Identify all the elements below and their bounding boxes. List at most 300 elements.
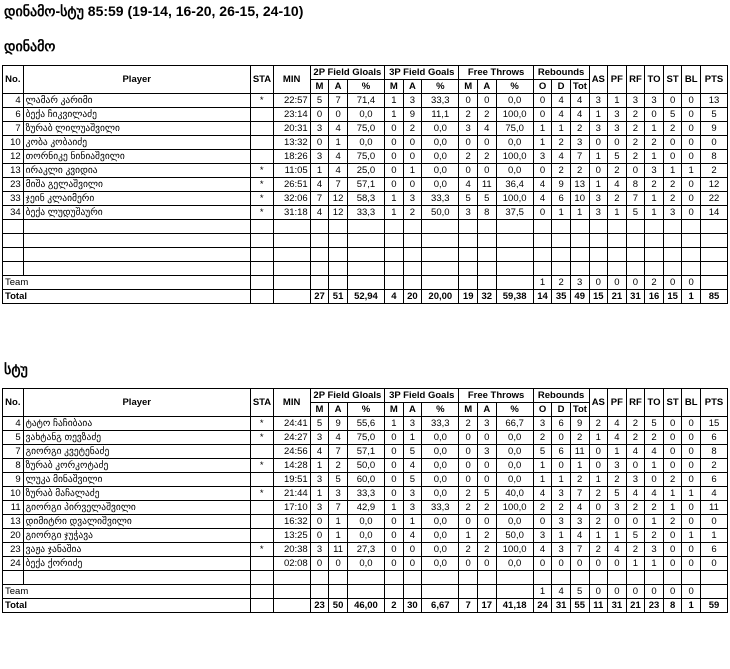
stat-cell: 5 [663, 108, 682, 122]
column-header-no: No. [3, 389, 24, 417]
stat-cell: 0,0 [422, 164, 459, 178]
player-row [3, 459, 728, 473]
stat-cell: 0 [552, 459, 571, 473]
stat-cell: 100,0 [496, 192, 533, 206]
stat-cell: 26:51 [273, 178, 310, 192]
stat-cell: 3 [663, 206, 682, 220]
stat-cell: 1 [385, 108, 404, 122]
total-cell: 24 [533, 599, 552, 613]
player-number: 13 [3, 164, 24, 178]
stat-cell [700, 585, 727, 599]
total-cell: 59 [700, 599, 727, 613]
stat-cell: 25,0 [347, 164, 384, 178]
stat-cell: 1 [459, 529, 478, 543]
team-row [3, 585, 728, 599]
stat-cell: 75,0 [347, 150, 384, 164]
stat-cell: 0 [663, 94, 682, 108]
total-cell: 23 [645, 599, 664, 613]
stat-cell: 57,1 [347, 178, 384, 192]
stat-cell: 4 [645, 445, 664, 459]
column-subheader-a: A [477, 80, 496, 94]
stat-cell: 2 [589, 543, 608, 557]
stat-cell: 0 [589, 501, 608, 515]
stat-cell: 1 [589, 108, 608, 122]
table-header-row [3, 389, 728, 403]
stat-cell: 2 [477, 108, 496, 122]
player-number: 20 [3, 529, 24, 543]
stat-cell: 0 [626, 585, 645, 599]
stat-cell: 2 [570, 122, 589, 136]
stat-cell: 0 [477, 164, 496, 178]
stat-cell: 2 [608, 192, 627, 206]
stat-cell: 0 [310, 108, 329, 122]
stat-cell: 4 [645, 487, 664, 501]
stat-cell: 2 [700, 164, 727, 178]
total-cell: 46,00 [347, 599, 384, 613]
stat-cell: 0 [533, 108, 552, 122]
player-name: ზურაბ კორკოტაძე [23, 459, 250, 473]
total-cell: 35 [552, 290, 571, 304]
stat-cell: 3 [626, 473, 645, 487]
stat-cell: 2 [626, 136, 645, 150]
column-subheader-a: A [477, 403, 496, 417]
stat-cell: 0 [682, 178, 701, 192]
stat-cell: 0 [663, 543, 682, 557]
stat-cell: 37,5 [496, 206, 533, 220]
stat-cell: 0,0 [496, 136, 533, 150]
empty-row [3, 571, 728, 585]
stat-cell: 3 [589, 122, 608, 136]
stat-cell: 0 [682, 585, 701, 599]
stat-cell: 3 [329, 487, 348, 501]
stat-cell: 3 [608, 108, 627, 122]
player-number: 10 [3, 136, 24, 150]
empty-row [3, 262, 728, 276]
stat-cell: 4 [310, 206, 329, 220]
stat-cell: 0 [403, 150, 422, 164]
stat-cell: 0 [459, 431, 478, 445]
stat-cell: 1 [310, 459, 329, 473]
stat-cell [385, 585, 404, 599]
total-cell: 23 [310, 599, 329, 613]
player-row [3, 557, 728, 571]
stat-cell: 0 [533, 515, 552, 529]
stat-cell: 1 [589, 178, 608, 192]
stat-cell: 8 [626, 178, 645, 192]
column-header-reb: Rebounds [533, 66, 589, 80]
stat-cell: 0 [477, 431, 496, 445]
player-row [3, 192, 728, 206]
stat-cell: 3 [589, 206, 608, 220]
stat-cell: 2 [663, 122, 682, 136]
stat-cell: 1 [533, 473, 552, 487]
player-name: ვაჟა ჯანაშია [23, 543, 250, 557]
stat-cell: 6 [552, 445, 571, 459]
stat-cell [250, 150, 273, 164]
stat-cell: 6 [552, 192, 571, 206]
stat-cell: 42,9 [347, 501, 384, 515]
stat-cell: 3 [570, 136, 589, 150]
stat-cell: 5 [459, 192, 478, 206]
stat-cell: 2 [626, 108, 645, 122]
player-name: კობა კობაიძე [23, 136, 250, 150]
stat-cell: 13:25 [273, 529, 310, 543]
stat-cell: 0 [403, 178, 422, 192]
stat-cell: 3 [477, 445, 496, 459]
stat-cell: 5 [403, 445, 422, 459]
stat-cell: 27,3 [347, 543, 384, 557]
stat-cell: 3 [608, 122, 627, 136]
stat-cell: 2 [589, 417, 608, 431]
stat-cell: 1 [403, 164, 422, 178]
stat-cell: 1 [329, 529, 348, 543]
stat-cell: 5 [403, 473, 422, 487]
stat-cell: 2 [459, 543, 478, 557]
stat-cell: 0 [385, 529, 404, 543]
stat-cell: 0 [459, 473, 478, 487]
stat-cell: 57,1 [347, 445, 384, 459]
column-header-fg3: 3P Field Goals [385, 389, 459, 403]
stat-cell: 3 [403, 417, 422, 431]
total-cell [250, 599, 273, 613]
column-subheader-a: A [329, 403, 348, 417]
stat-cell: 60,0 [347, 473, 384, 487]
stat-cell: 4 [570, 501, 589, 515]
stat-cell: 0,0 [422, 473, 459, 487]
column-header-pf: PF [608, 389, 627, 417]
player-number: 7 [3, 122, 24, 136]
stat-cell: 1 [385, 501, 404, 515]
stat-cell [477, 585, 496, 599]
column-header-ft: Free Throws [459, 389, 533, 403]
stat-cell: 3 [459, 122, 478, 136]
stat-cell: 0,0 [422, 431, 459, 445]
column-header-bl: BL [682, 389, 701, 417]
column-header-pf: PF [608, 66, 627, 94]
stat-cell: 6 [700, 543, 727, 557]
stat-cell: 71,4 [347, 94, 384, 108]
column-header-fg3: 3P Field Goals [385, 66, 459, 80]
stat-cell: 0,0 [347, 529, 384, 543]
stat-cell: 0 [682, 108, 701, 122]
stat-cell: 2 [589, 487, 608, 501]
total-cell: 1 [682, 290, 701, 304]
total-cell: 50 [329, 599, 348, 613]
stat-cell: 0,0 [347, 515, 384, 529]
stat-cell: 0 [589, 459, 608, 473]
stat-cell: 2 [459, 108, 478, 122]
stat-cell: 19:51 [273, 473, 310, 487]
column-header-rf: RF [626, 389, 645, 417]
column-header-to: TO [645, 66, 664, 94]
empty-row [3, 248, 728, 262]
stat-cell [385, 276, 404, 290]
stat-cell: 0,0 [422, 543, 459, 557]
stat-cell: 0,0 [496, 473, 533, 487]
stat-cell: 0 [626, 459, 645, 473]
stat-cell: 0 [385, 557, 404, 571]
stat-cell: 0 [477, 459, 496, 473]
stat-cell: 4 [570, 529, 589, 543]
total-cell: 8 [663, 599, 682, 613]
player-number: 9 [3, 473, 24, 487]
stat-cell: 33,3 [422, 501, 459, 515]
stat-cell: 2 [552, 164, 571, 178]
stat-cell: 0 [589, 557, 608, 571]
player-number: 8 [3, 459, 24, 473]
player-name: დიმიტრი დვალიშვილი [23, 515, 250, 529]
stat-cell: 0 [385, 487, 404, 501]
column-subheader-m: M [459, 80, 478, 94]
column-subheader-a: A [329, 80, 348, 94]
stat-cell: 3 [589, 94, 608, 108]
total-label: Total [3, 599, 251, 613]
total-cell: 30 [403, 599, 422, 613]
stat-cell [422, 276, 459, 290]
stat-cell: 0 [459, 94, 478, 108]
stat-cell: 9 [552, 178, 571, 192]
stat-cell: 1 [329, 515, 348, 529]
stat-cell: 0 [385, 431, 404, 445]
column-subheader-m: M [385, 80, 404, 94]
stat-cell: 2 [645, 276, 664, 290]
stat-cell: 3 [570, 276, 589, 290]
total-cell: 31 [608, 599, 627, 613]
stat-cell: 1 [608, 445, 627, 459]
stat-cell: 3 [645, 164, 664, 178]
player-row [3, 164, 728, 178]
stat-cell: 1 [403, 431, 422, 445]
column-header-bl: BL [682, 66, 701, 94]
stat-cell: 2 [477, 529, 496, 543]
stat-cell: 8 [700, 150, 727, 164]
total-cell: 31 [626, 290, 645, 304]
total-cell: 20 [403, 290, 422, 304]
stat-cell: 2 [645, 529, 664, 543]
player-name: გიორგი ჯუჭავა [23, 529, 250, 543]
player-number: 33 [3, 192, 24, 206]
stat-cell: 3 [570, 515, 589, 529]
stat-cell: 1 [682, 164, 701, 178]
team-label: Team [3, 276, 251, 290]
stat-cell: 1 [570, 459, 589, 473]
stat-cell: 75,0 [347, 122, 384, 136]
stat-cell: 2 [608, 164, 627, 178]
player-number: 23 [3, 543, 24, 557]
stat-cell: 5 [477, 192, 496, 206]
stat-cell: 6 [552, 417, 571, 431]
stat-cell: 4 [608, 178, 627, 192]
player-row [3, 515, 728, 529]
stat-cell: 5 [608, 487, 627, 501]
stat-cell: 0,0 [422, 487, 459, 501]
stat-cell: 4 [310, 445, 329, 459]
column-header-min: MIN [273, 66, 310, 94]
stat-cell: 0 [663, 417, 682, 431]
stat-cell: 1 [682, 487, 701, 501]
stat-cell: 2 [663, 473, 682, 487]
stat-cell: 1 [533, 459, 552, 473]
total-cell: 19 [459, 290, 478, 304]
column-header-player: Player [23, 66, 250, 94]
stat-cell: 5 [477, 487, 496, 501]
stat-cell: 31:18 [273, 206, 310, 220]
stat-cell: 4 [608, 417, 627, 431]
stat-cell: 1 [570, 206, 589, 220]
stat-cell: 2 [570, 431, 589, 445]
stat-cell: 0 [459, 136, 478, 150]
column-subheader-pct: % [347, 403, 384, 417]
stat-cell: 0 [310, 515, 329, 529]
column-header-min: MIN [273, 389, 310, 417]
stat-cell: 1 [533, 122, 552, 136]
stat-cell: 0,0 [422, 136, 459, 150]
stat-cell [459, 276, 478, 290]
stat-cell: 0,0 [422, 529, 459, 543]
stat-cell: 5 [700, 108, 727, 122]
stat-cell: 0 [310, 529, 329, 543]
stat-cell: 0 [459, 459, 478, 473]
player-number: 4 [3, 417, 24, 431]
stat-cell: 0 [533, 206, 552, 220]
total-cell: 15 [663, 290, 682, 304]
stat-cell: 4 [329, 431, 348, 445]
stat-cell: * [250, 206, 273, 220]
stat-cell: * [250, 543, 273, 557]
stat-cell: 4 [329, 122, 348, 136]
stat-cell: 4 [608, 543, 627, 557]
stat-cell: 2 [626, 122, 645, 136]
stat-cell: 4 [626, 445, 645, 459]
stat-cell: 0 [700, 515, 727, 529]
stat-cell: 4 [329, 150, 348, 164]
stat-cell: 2 [663, 515, 682, 529]
stat-cell: 3 [403, 94, 422, 108]
team-row [3, 276, 728, 290]
stat-cell: 1 [608, 529, 627, 543]
stat-cell: 1 [552, 206, 571, 220]
stat-cell: 0,0 [347, 557, 384, 571]
stat-cell [250, 108, 273, 122]
stat-cell: 0,0 [422, 557, 459, 571]
stat-cell: * [250, 417, 273, 431]
stat-cell [250, 445, 273, 459]
stat-cell [250, 501, 273, 515]
stat-cell: 2 [663, 178, 682, 192]
stat-cell: 7 [329, 501, 348, 515]
stat-cell: 0 [682, 431, 701, 445]
column-header-to: TO [645, 389, 664, 417]
stat-cell: 33,3 [422, 417, 459, 431]
player-name: ვახტანგ თევზაძე [23, 431, 250, 445]
stat-cell: 02:08 [273, 557, 310, 571]
stat-cell: 16:32 [273, 515, 310, 529]
total-cell: 21 [626, 599, 645, 613]
stat-cell: 24:27 [273, 431, 310, 445]
empty-row [3, 234, 728, 248]
stat-cell: 36,4 [496, 178, 533, 192]
player-number: 6 [3, 108, 24, 122]
stat-cell: 3 [552, 515, 571, 529]
stat-cell: 0 [663, 150, 682, 164]
column-subheader-tot: Tot [570, 80, 589, 94]
stat-cell: * [250, 459, 273, 473]
stat-cell: 0 [385, 473, 404, 487]
stat-cell [250, 529, 273, 543]
stat-cell: 2 [552, 276, 571, 290]
stat-cell: 2 [459, 487, 478, 501]
stat-cell: 0,0 [347, 136, 384, 150]
stat-cell: 0 [403, 136, 422, 150]
player-row [3, 529, 728, 543]
stat-cell: 7 [310, 192, 329, 206]
column-header-sta: STA [250, 66, 273, 94]
stat-cell: 0 [385, 515, 404, 529]
stat-cell: 0 [682, 459, 701, 473]
column-subheader-tot: Tot [570, 403, 589, 417]
player-name: ბექა ჩიკვილაძე [23, 108, 250, 122]
total-cell [273, 599, 310, 613]
stat-cell: 0 [645, 108, 664, 122]
stat-cell: 40,0 [496, 487, 533, 501]
stat-cell: 5 [626, 206, 645, 220]
stat-cell: * [250, 431, 273, 445]
stat-cell: 66,7 [496, 417, 533, 431]
player-row [3, 150, 728, 164]
column-header-ft: Free Throws [459, 66, 533, 80]
stat-cell: 0,0 [347, 108, 384, 122]
stat-cell: 3 [645, 94, 664, 108]
stat-cell: 1 [663, 501, 682, 515]
stat-cell: 10 [570, 192, 589, 206]
stat-cell: 3 [310, 473, 329, 487]
stat-cell: 0 [663, 276, 682, 290]
stat-cell: 0 [682, 136, 701, 150]
stat-cell: 3 [310, 122, 329, 136]
stat-cell: 0 [682, 417, 701, 431]
stat-cell: 2 [570, 164, 589, 178]
total-cell: 16 [645, 290, 664, 304]
total-cell: 85 [700, 290, 727, 304]
stat-cell: 7 [570, 543, 589, 557]
stat-cell: 4 [552, 585, 571, 599]
stat-cell: 2 [663, 192, 682, 206]
stat-cell: 1 [682, 529, 701, 543]
stat-cell: 0 [663, 459, 682, 473]
stat-cell: 4 [552, 150, 571, 164]
stat-cell: 2 [626, 501, 645, 515]
total-cell: 32 [477, 290, 496, 304]
stat-cell: 4 [533, 543, 552, 557]
stat-cell: 9 [700, 122, 727, 136]
column-subheader-d: D [552, 80, 571, 94]
total-cell: 52,94 [347, 290, 384, 304]
stat-cell [250, 515, 273, 529]
stat-cell: * [250, 164, 273, 178]
column-header-st: ST [663, 389, 682, 417]
stat-cell: 3 [608, 501, 627, 515]
stat-cell: 1 [645, 192, 664, 206]
stat-cell: 23:14 [273, 108, 310, 122]
stat-cell: 0 [385, 178, 404, 192]
stat-cell [496, 585, 533, 599]
player-row [3, 431, 728, 445]
stat-cell: 24:41 [273, 417, 310, 431]
column-header-reb: Rebounds [533, 389, 589, 403]
stat-cell: 32:06 [273, 192, 310, 206]
stat-cell: 2 [477, 501, 496, 515]
stat-cell: 1 [533, 276, 552, 290]
